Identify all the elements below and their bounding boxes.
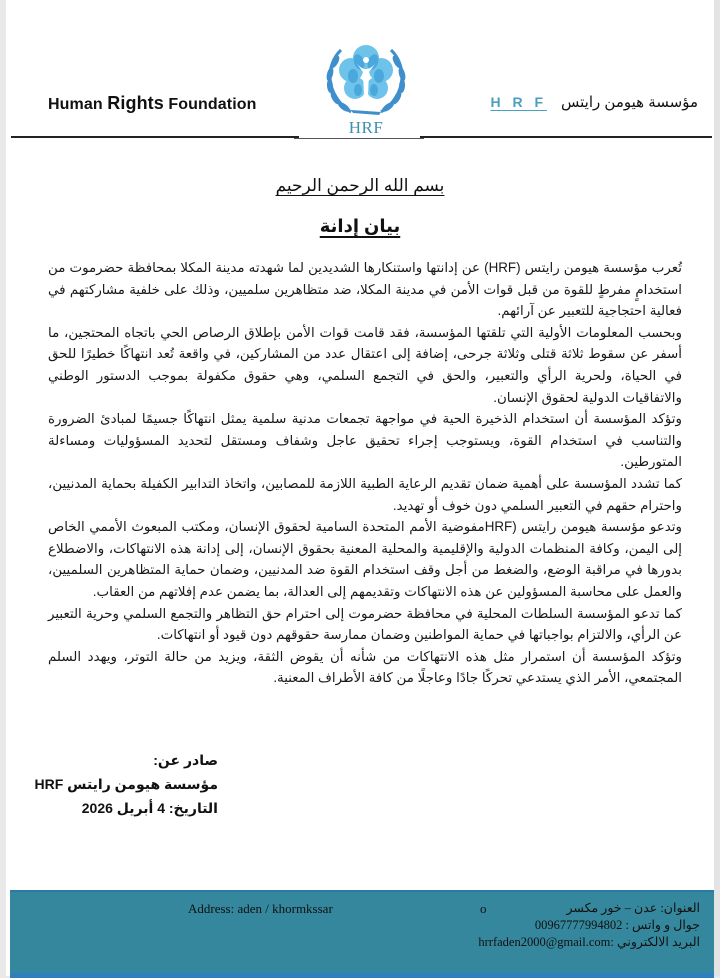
hrf-link[interactable]: H R F — [490, 94, 547, 110]
footer-contact-arabic — [478, 900, 700, 951]
org-name-en-human: Human — [48, 96, 108, 113]
wreath-flower-icon — [311, 40, 421, 120]
footer-address-arabic: العنوان: عدن – خور مكسر — [566, 901, 700, 915]
statement-body — [48, 257, 682, 689]
logo-text: HRF — [348, 118, 384, 137]
paragraph: كما تشدد المؤسسة على أهمية ضمان تقديم الرعاية الطبية اللازمة للمصابين، واتخاذ التدابير الكفيلة بحماية المدنيين، واحترام حقهم في التعبير السلمي دون خوف أو تهديد. — [48, 475, 682, 513]
issuer-name: مؤسسة هيومن رايتس HRF — [34, 776, 218, 792]
org-name-en-rights: Rights — [107, 93, 164, 113]
header-divider-middle — [294, 138, 424, 139]
footer-email[interactable]: البريد الالكتروني :hrrfaden2000@gmail.com — [478, 935, 700, 949]
footer-address-english: Address: aden / khormkssar — [188, 901, 333, 916]
issued-by-label: صادر عن: — [153, 752, 218, 768]
letter-page — [6, 0, 714, 976]
header-divider-right — [420, 136, 712, 138]
footer-contact-bar — [10, 890, 714, 978]
header-divider-left — [11, 136, 299, 138]
org-name-english — [48, 93, 257, 114]
org-name-ar-text: مؤسسة هيومن رايتس — [561, 94, 698, 111]
paragraph: وتؤكد المؤسسة أن استخدام الذخيرة الحية في مواجهة تجمعات مدنية سلمية يمثل انتهاكًا جسيمًا لمبادئ الضرورة والتناسب في استخدام القوة، ويستوجب إجراء تحقيق عاجل وشفاف ومستقل لتحديد المسؤوليات ومساءلة المتورطين. — [48, 411, 682, 470]
hrf-logo — [311, 40, 421, 140]
paragraph: وتدعو مؤسسة هيومن رايتس (HRFمفوضية الأمم المتحدة السامية لحقوق الإنسان، ومكتب المبعوث الأممي الخاص إلى اليمن، وكافة المنظمات الدولية والإقليمية والمحلية المعنية بحقوق الإنسان، إلى إدانة هذه الانتهاكات، والاضطلاع بدورها في مراقبة الوضع، والضغط من أجل وقف استخدام القوة ضد المدنيين، وضمان حماية المتظاهرين السلميين، والعمل على محاسبة المسؤولين عن هذه الانتهاكات وتقديمهم إلى العدالة، بما يضمن عدم إفلاتهم من العقاب. — [48, 519, 683, 599]
org-name-en-foundation: Foundation — [163, 96, 257, 113]
paragraph: وبحسب المعلومات الأولية التي تلقتها المؤسسة، فقد قامت قوات الأمن بإطلاق الرصاص الحي باتجاه المحتجين، ما أسفر عن سقوط ثلاثة قتلى وثلاثة جرحى، إضافة إلى اعتقال عدد من المشاركين، في واقعة تُعد انتهاكًا خطيرًا للحق في الحياة، ولحرية الرأي والتعبير، والحق في التجمع السلمي، وهي حقوق مكفولة بموجب الدستور الوطني والاتفاقيات الدولية لحقوق الإنسان. — [48, 324, 682, 405]
org-name-arabic — [490, 93, 698, 111]
paragraph: وتؤكد المؤسسة أن استمرار مثل هذه الانتهاكات من شأنه أن يقوض الثقة، ويزيد من حالة التوتر، ويهدد السلم المجتمعي، الأمر الذي يستدعي تحركًا جادًا وعاجلًا من كافة الأطراف المعنية. — [48, 648, 682, 686]
issue-date: التاريخ: 4 أبريل 2026 — [81, 800, 218, 816]
paragraph: تُعرب مؤسسة هيومن رايتس (HRF) عن إدانتها واستنكارها الشديدين لما شهدته مدينة المكلا بمحافظة حضرموت من استخدامٍ مفرطٍ للقوة من قبل قوات الأمن في مدينة المكلا، ضد متظاهرين سلميين، وذلك على خلفية مشاركتهم في فعالية احتجاجية للتعبير عن آرائهم. — [48, 260, 682, 319]
footer-marker: o — [480, 901, 487, 916]
paragraph: كما تدعو المؤسسة السلطات المحلية في محافظة حضرموت إلى احترام حق التظاهر والتجمع السلمي وحرية التعبير عن الرأي، والالتزام بواجباتها في حماية المواطنين وضمان ممارسة حقوقهم دون قيود أو انتهاكات. — [48, 605, 682, 643]
document-title — [6, 216, 714, 237]
basmala-heading — [6, 176, 714, 196]
basmala-text: بسم الله الرحمن الرحيم — [275, 176, 445, 195]
signature-block — [6, 748, 218, 820]
page-edge — [714, 0, 720, 976]
footer-phone[interactable]: جوال و واتس : 00967777994802 — [534, 918, 700, 932]
document-title-text: بيان إدانة — [319, 216, 401, 236]
